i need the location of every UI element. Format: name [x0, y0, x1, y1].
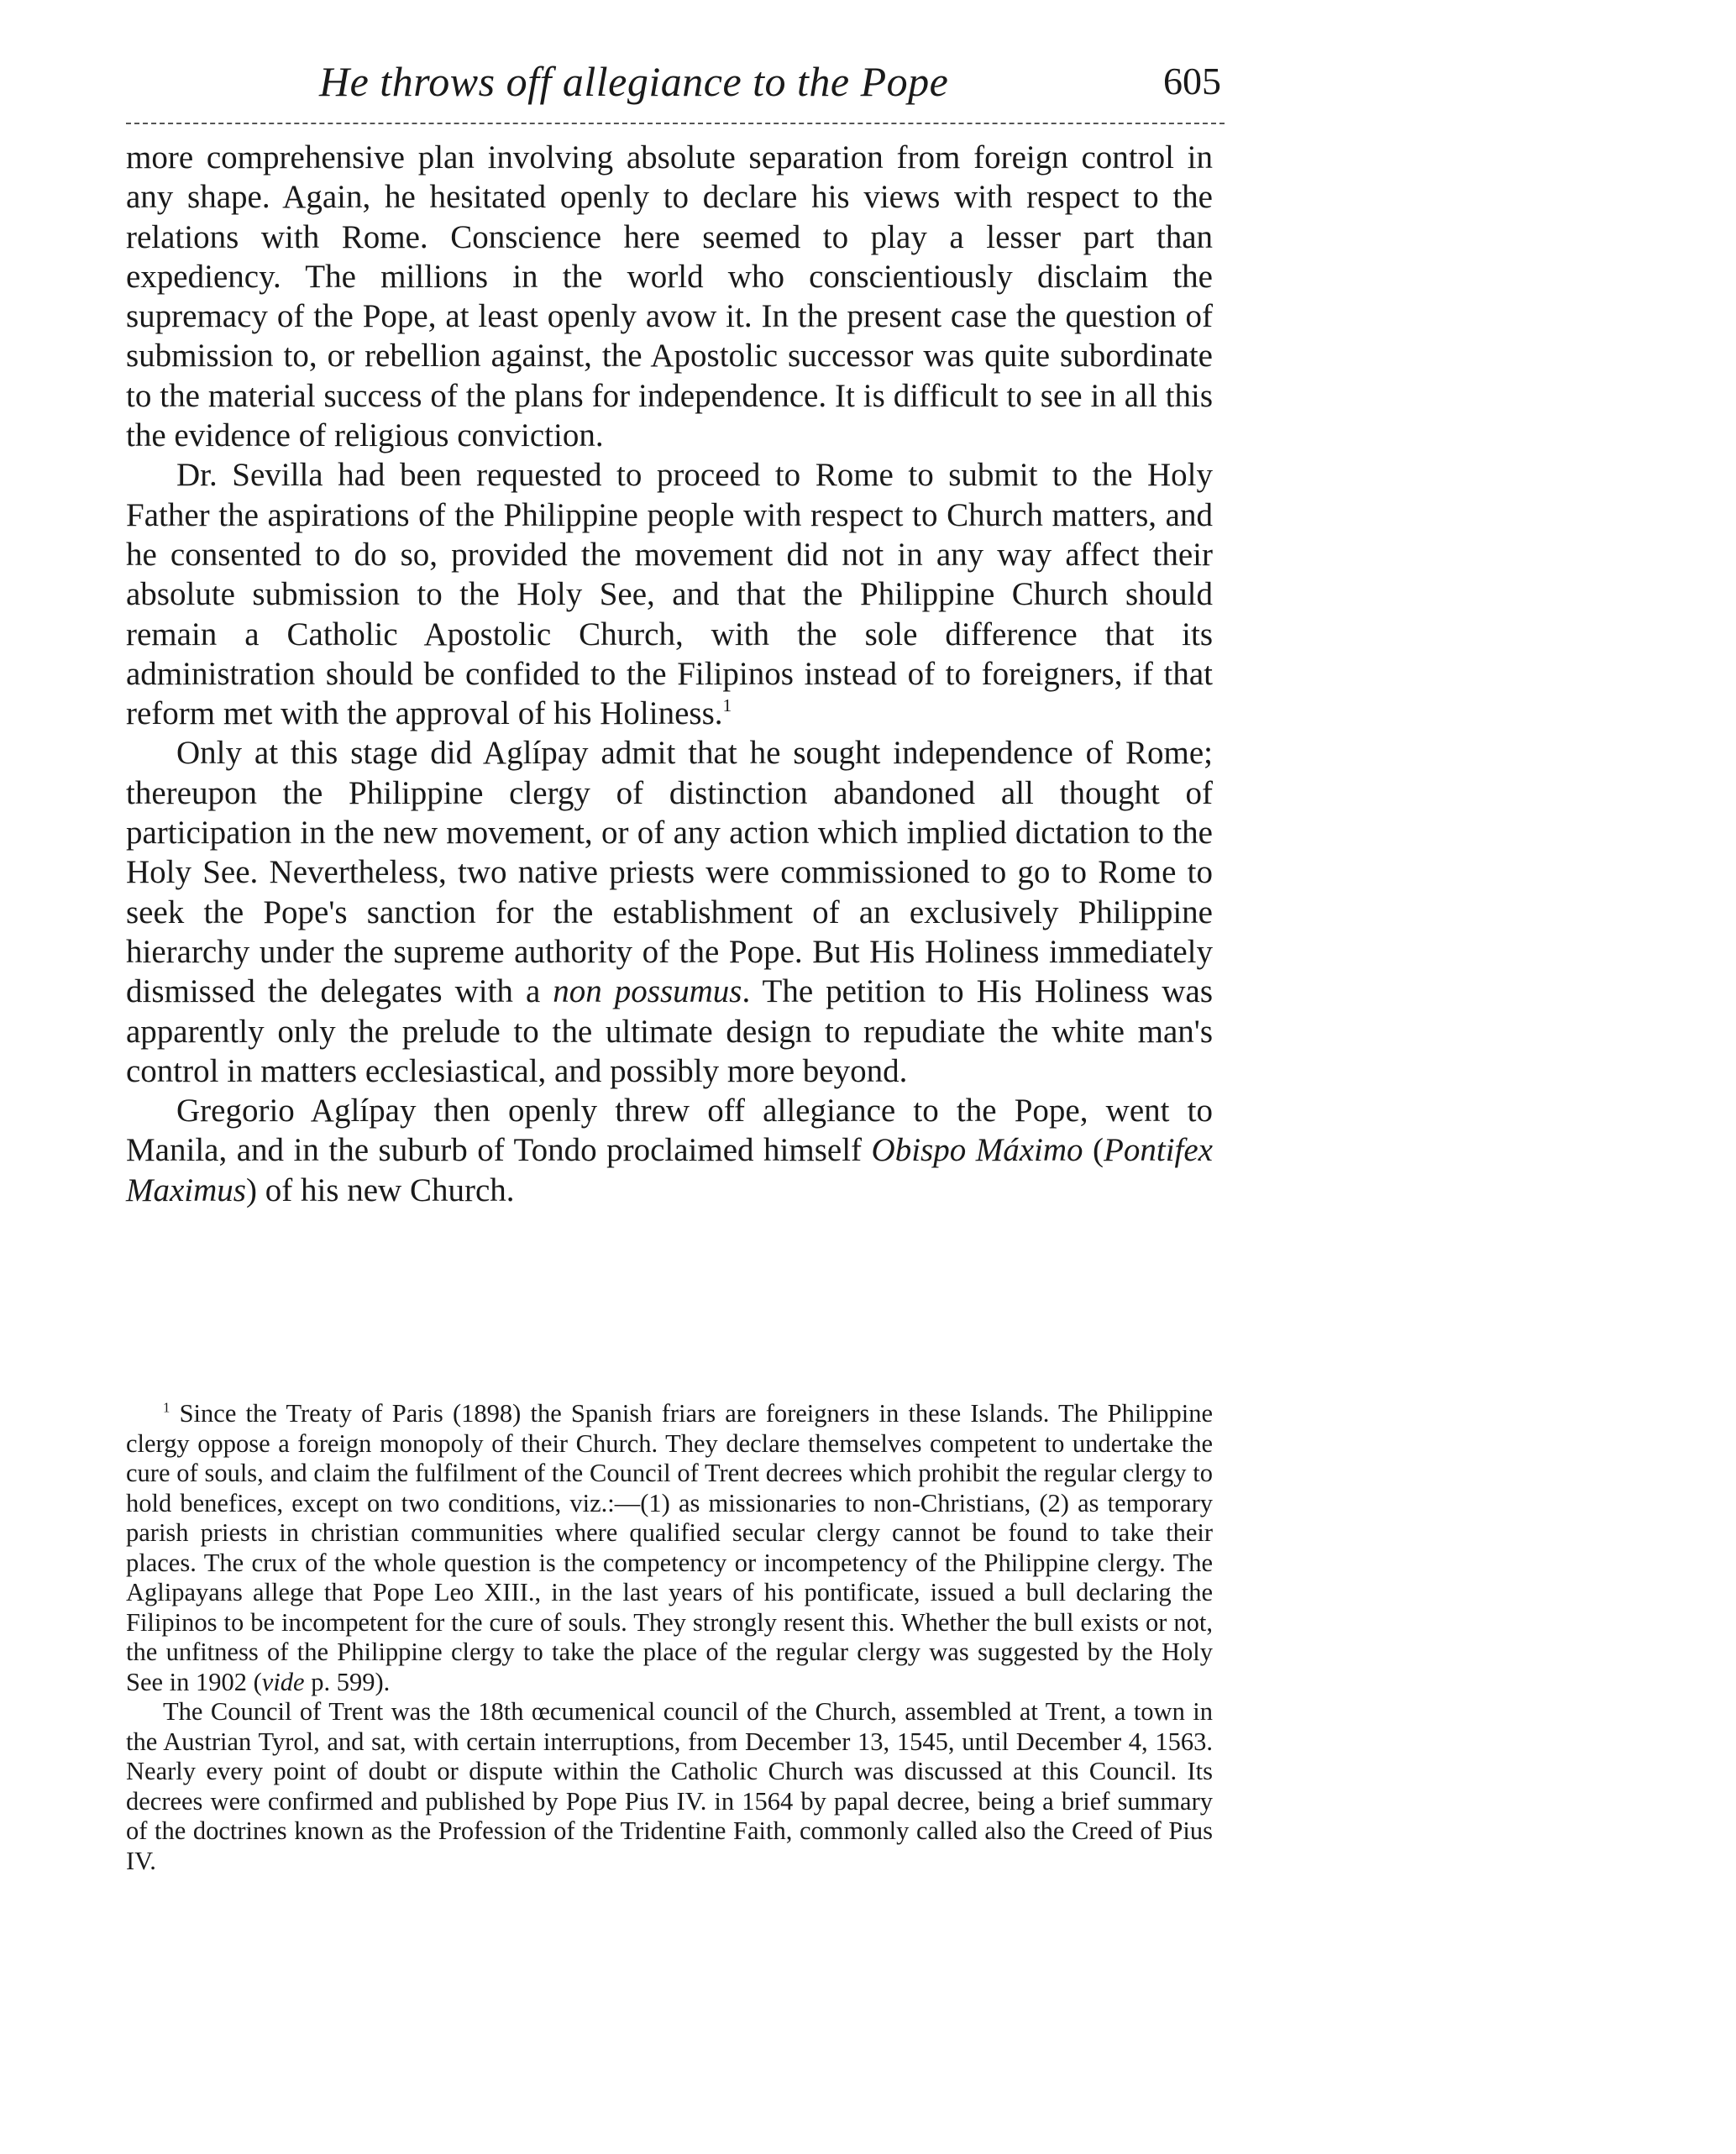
- paragraph-4-text-a: Gregorio Aglípay then openly threw off allegiance to the Pope, went to Manila, and in the suburb of Tondo proclaimed himself: [126, 1093, 1213, 1169]
- pontifex-maximus-title: Pontifex Maximus: [126, 1132, 1213, 1208]
- footnotes: [126, 1399, 1213, 1876]
- footnote-1: [126, 1399, 1213, 1697]
- page-header: [126, 50, 1221, 118]
- footnote-1-continued: The Council of Trent was the 18th œcumenical council of the Church, assembled at Trent, a town in the Austrian Tyrol, and sat, with certain interruptions, from December 13, 1545, until December 4, 1563. Nearly every point of doubt or dispute within the Catholic Church was discussed at this Council. Its decrees were confirmed and published by Pope Pius IV. in 1564 by papal decree, being a brief summary of the doctrines known as the Profession of the Tridentine Faith, commonly called also the Creed of Pius IV.: [126, 1697, 1213, 1875]
- header-rule: [126, 123, 1225, 124]
- paragraph-4-text-b: ) of his new Church.: [245, 1171, 515, 1208]
- paragraph-3-text-a: Only at this stage did Aglípay admit that he sought independence of Rome; thereupon the Philippine clergy of distinction abandoned all thought of participation in the new movement, or of any action which implied dictation to the Holy See. Nevertheless, two native priests were commissioned to go to Rome to seek the Pope's sanction for the establishment of an exclusively Philippine hierarchy under the supreme authority of the Pope. But His Holiness immediately dismissed the delegates with a: [126, 735, 1213, 1010]
- paragraph-4: [126, 1091, 1213, 1210]
- footnote-1-vide: vide: [261, 1667, 305, 1696]
- obispo-maximo-title: Obispo Máximo: [871, 1132, 1083, 1169]
- footnote-ref-1: 1: [722, 695, 732, 716]
- footnote-1-text-a: Since the Treaty of Paris (1898) the Spanish friars are foreigners in these Islands. The Philippine clergy oppose a foreign monopoly of their Church. They declare themselves competent to undertake the cure of souls, and claim the fulfilment of the Council of Trent decrees which prohibit the regular clergy to hold benefices, except on two conditions, viz.:—(1) as missionaries to non-Christians, (2) as temporary parish priests in christian communities where qualified secular clergy cannot be found to take their places. The crux of the whole question is the competency or incompetency of the Philippine clergy. The Aglipayans allege that Pope Leo XIII., in the last years of his pontificate, issued a bull declaring the Filipinos to be incompetent for the cure of souls. They strongly resent this. Whether the bull exists or not, the unfitness of the Philippine clergy to take the place of the regular clergy was suggested by the Holy See in 1902 (: [126, 1399, 1214, 1696]
- paragraph-2-text: Dr. Sevilla had been requested to proceed to Rome to submit to the Holy Father the aspirations of the Philippine people with respect to Church matters, and he consented to do so, provided the movement did not in any way affect their absolute submission to the Holy See, and that the Philippine Church should remain a Catholic Apostolic Church, with the sole difference that its administration should be confided to the Filipinos instead of to foreigners, if that reform met with the approval of his Holiness.: [126, 457, 1213, 732]
- paragraph-2: [126, 455, 1213, 733]
- footnote-1-marker: 1: [163, 1399, 170, 1416]
- paragraph-3-text-b: . The petition to His Holiness was apparently only the prelude to the ultimate design to repudiate the white man's control in matters ecclesiastical, and possibly more beyond.: [126, 973, 1213, 1089]
- book-page: [126, 50, 1221, 1875]
- page-number: 605: [1163, 60, 1221, 102]
- paren-open: (: [1093, 1132, 1104, 1169]
- paragraph-1: more comprehensive plan involving absolute separation from foreign control in any shape. Again, he hesitated openly to declare his views with respect to the relations with Rome. Conscience here seemed to play a lesser part than expediency. The millions in the world who conscientiously disclaim the supremacy of the Pope, at least openly avow it. In the present case the question of submission to, or rebellion against, the Apostolic successor was quite subordinate to the material success of the plans for independence. It is difficult to see in all this the evidence of religious conviction.: [126, 139, 1213, 454]
- running-head: He throws off allegiance to the Pope: [319, 58, 949, 105]
- non-possumus-phrase: non possumus: [553, 973, 742, 1010]
- footnote-1-text-b: p. 599).: [304, 1667, 391, 1696]
- main-text: [126, 138, 1213, 1210]
- paragraph-3: [126, 733, 1213, 1091]
